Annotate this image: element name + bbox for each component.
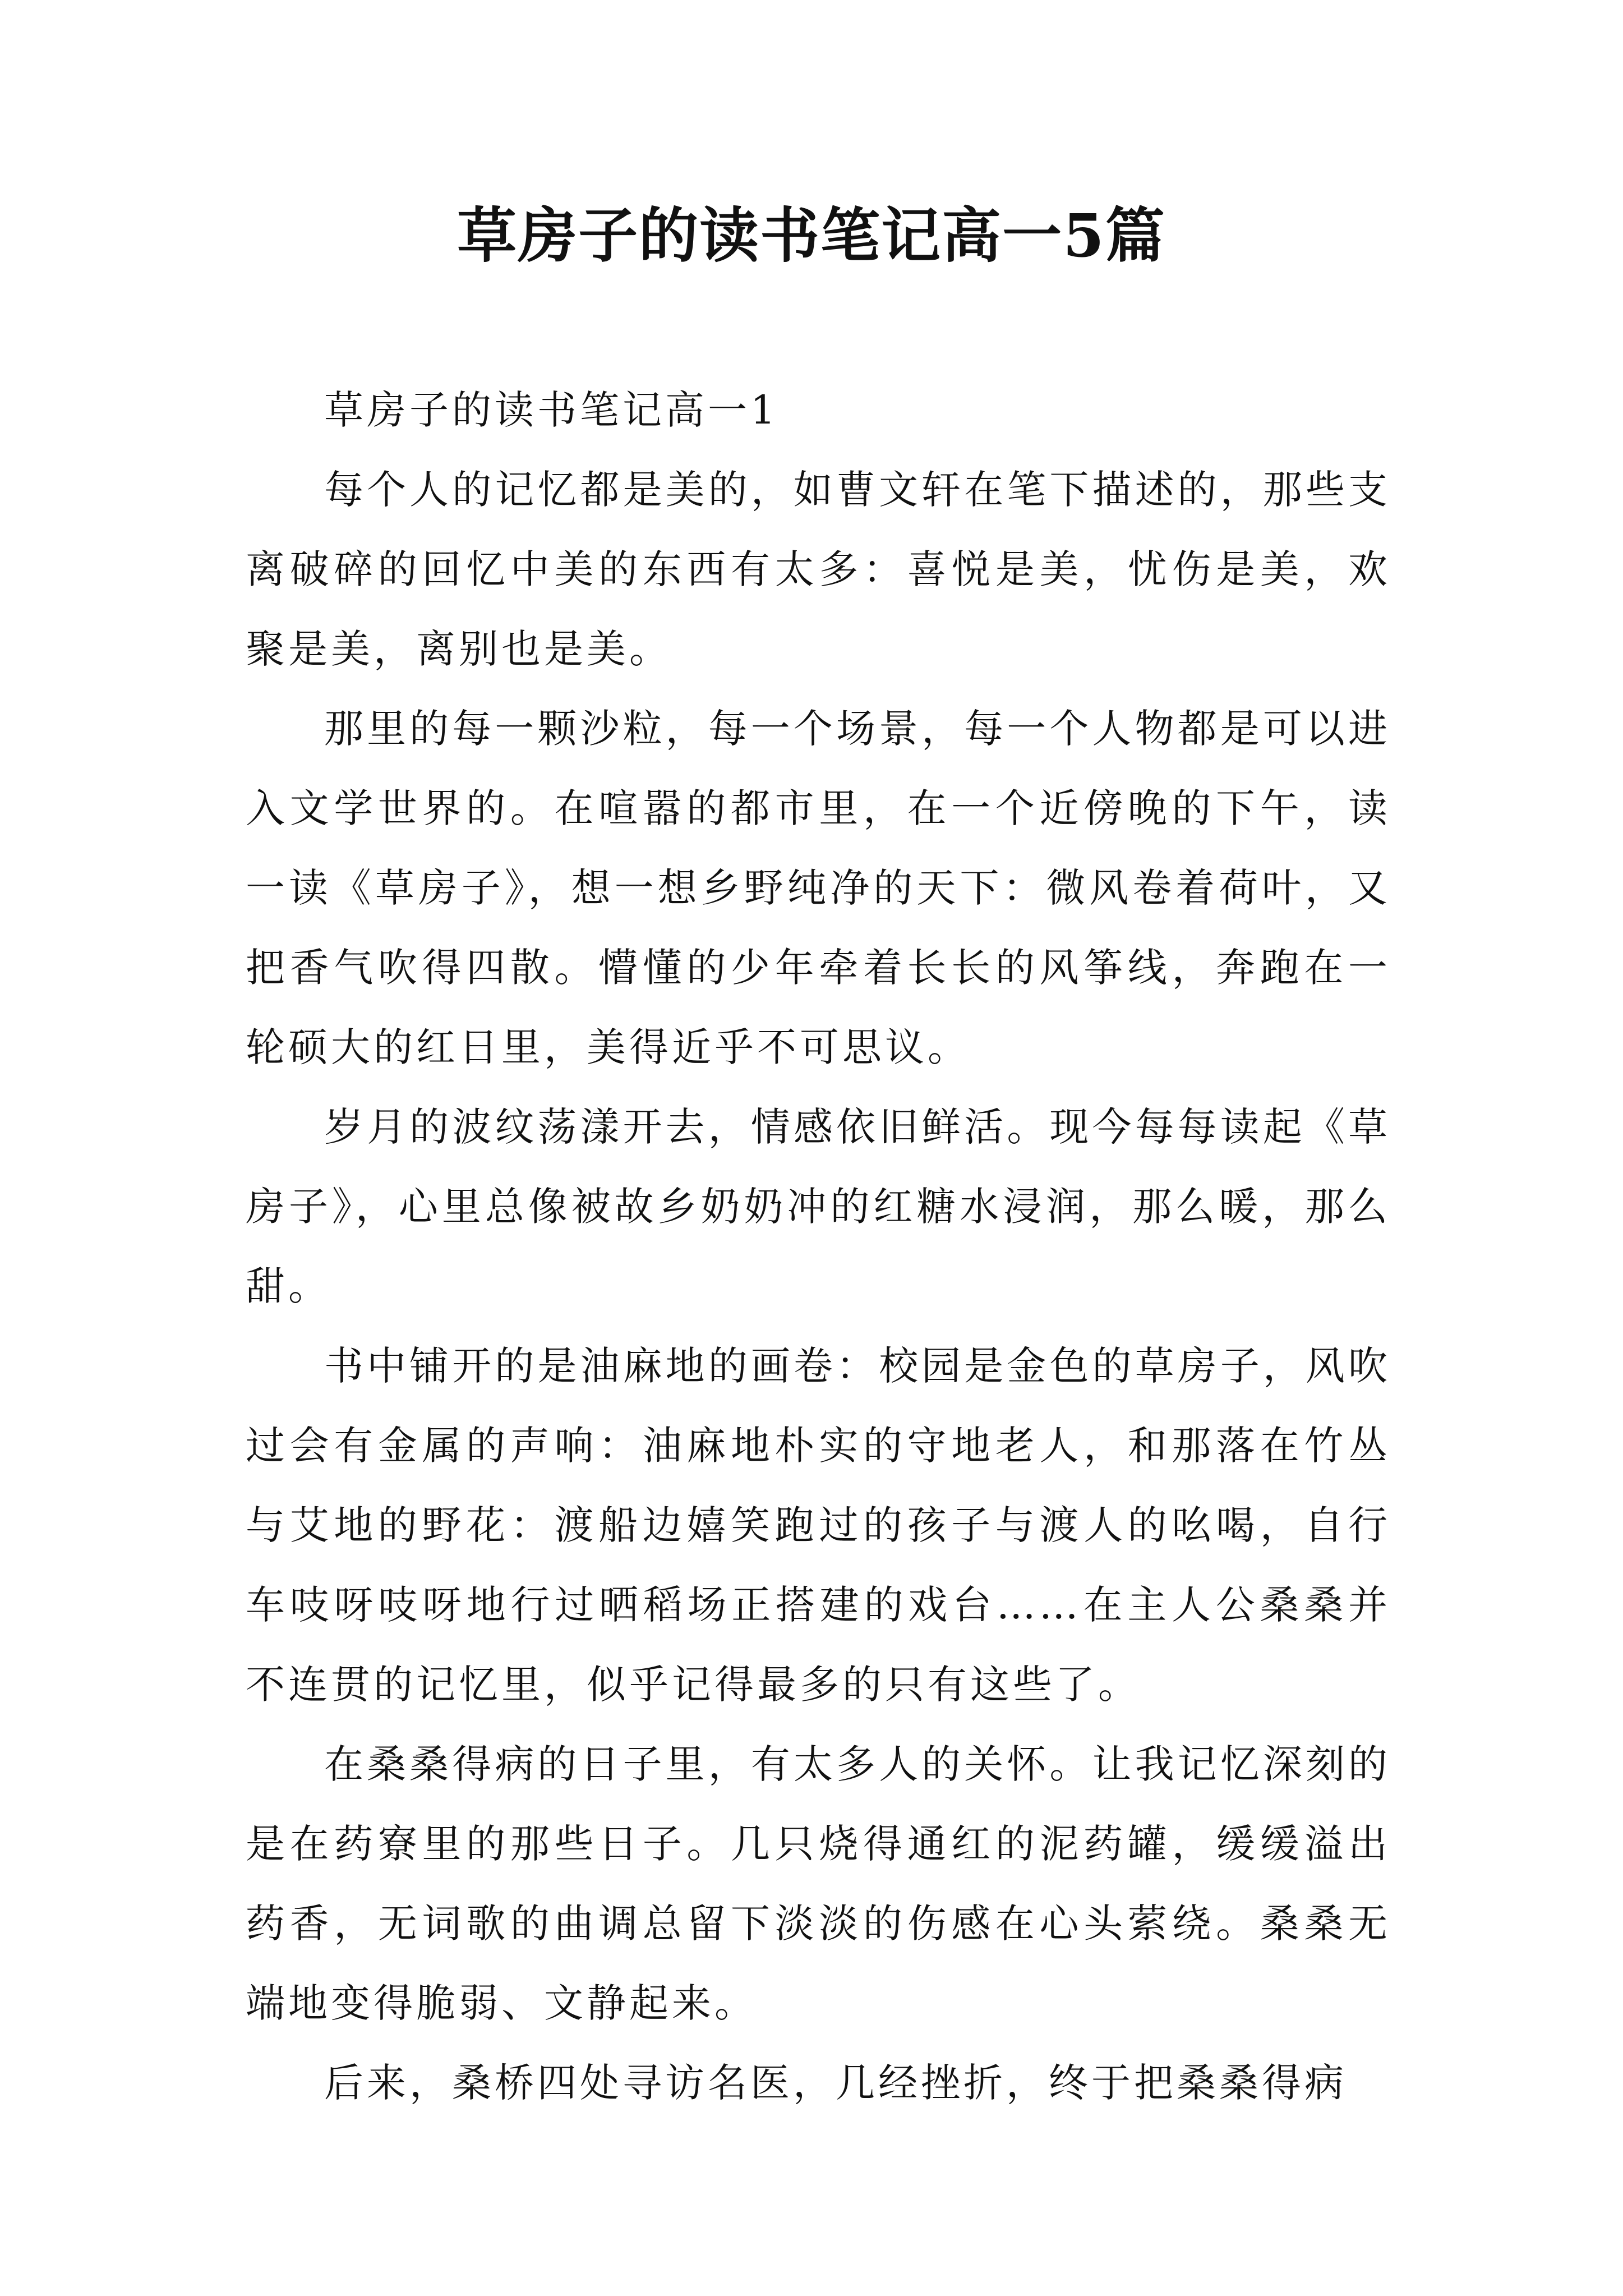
paragraph-3: 岁月的波纹荡漾开去，情感依旧鲜活。现今每每读起《草房子》，心里总像被故乡奶奶冲的红糖水浸润，那么暖，那么甜。 [246, 1104, 1391, 1309]
paragraph-6: 后来，桑桥四处寻访名医，几经挫折，终于把桑桑得病 [324, 2060, 1347, 2106]
paragraph-2: 那里的每一颗沙粒，每一个场景，每一个人物都是可以进入文学世界的。在喧嚣的都市里，在一个近傍晚的下午，读一读《草房子》，想一想乡野纯净的天下：微风卷着荷叶，又把香气吹得四散。懵懂的少年牵着长长的风筝线，奔跑在一轮硕大的红日里，美得近乎不可思议。 [246, 706, 1391, 1070]
document-body [246, 370, 1391, 2123]
document-title: 草房子的读书笔记高一5篇 [457, 200, 1166, 270]
paragraph-4: 书中铺开的是油麻地的画卷：校园是金色的草房子，风吹过会有金属的声响：油麻地朴实的守地老人，和那落在竹丛与艾地的野花：渡船边嬉笑跑过的孩子与渡人的吆喝，自行车吱呀吱呀地行过晒稻场正搭建的戏台……在主人公桑桑并不连贯的记忆里，似乎记得最多的只有这些了。 [246, 1343, 1391, 1708]
paragraph-1: 每个人的记忆都是美的，如曹文轩在笔下描述的，那些支离破碎的回忆中美的东西有太多：喜悦是美，忧伤是美，欢聚是美，离别也是美。 [246, 467, 1391, 672]
paragraph-5: 在桑桑得病的日子里，有太多人的关怀。让我记忆深刻的是在药寮里的那些日子。几只烧得通红的泥药罐，缓缓溢出药香，无词歌的曲调总留下淡淡的伤感在心头萦绕。桑桑无端地变得脆弱、文静起来。 [246, 1741, 1391, 2026]
section-heading: 草房子的读书笔记高一1 [324, 387, 779, 433]
